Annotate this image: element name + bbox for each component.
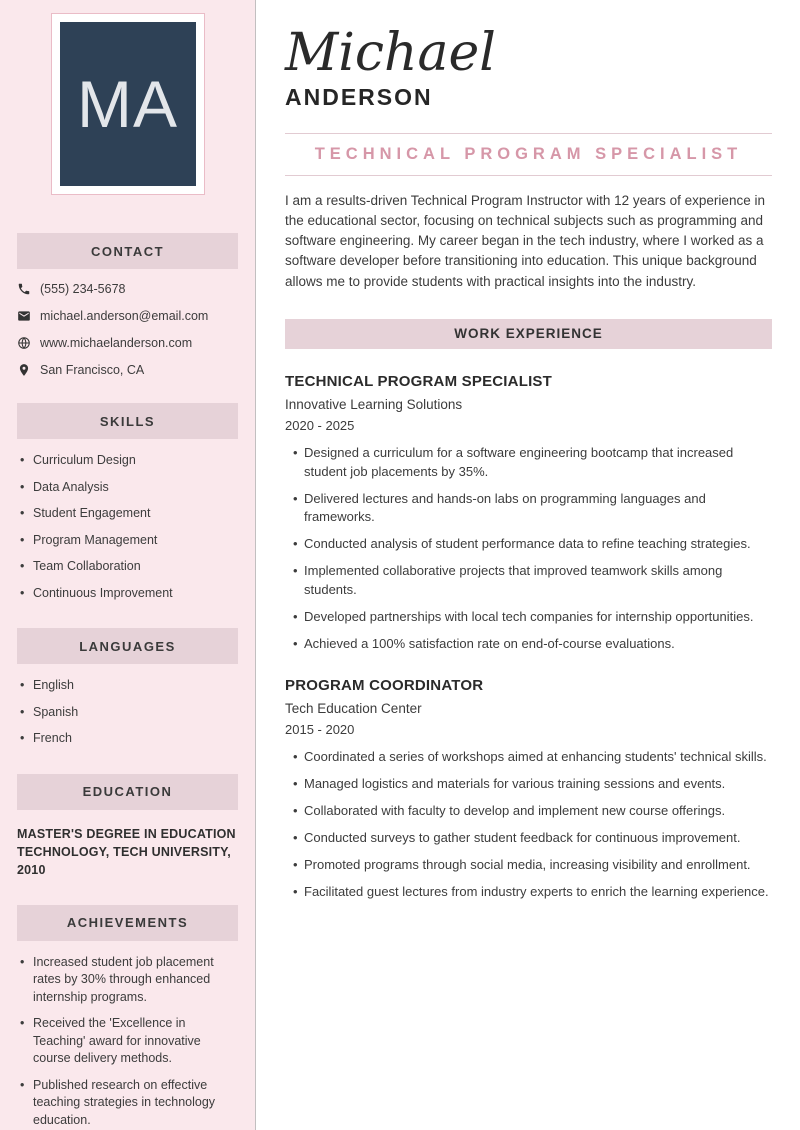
skill-item: • Program Management xyxy=(20,532,238,550)
email-icon xyxy=(17,309,31,323)
job-bullet: • Facilitated guest lectures from industry experts to enrich the learning experience. xyxy=(293,883,772,902)
location-icon xyxy=(17,363,31,377)
contact-section-header: CONTACT xyxy=(17,233,238,269)
job-bullet: • Designed a curriculum for a software engineering bootcamp that increased student job placements by 35%. xyxy=(293,444,772,482)
job-dates: 2020 - 2025 xyxy=(285,417,355,433)
job-bullet-list xyxy=(285,444,772,654)
job-title-band xyxy=(285,133,772,176)
last-name: ANDERSON xyxy=(285,83,433,110)
first-name: Michael xyxy=(285,23,496,83)
language-item: • Spanish xyxy=(20,704,238,722)
skills-list xyxy=(17,452,238,602)
language-item: • English xyxy=(20,677,238,695)
job-dates: 2015 - 2020 xyxy=(285,722,355,738)
job-bullet: • Promoted programs through social media, increasing visibility and enrollment. xyxy=(293,856,772,875)
achievements-section xyxy=(17,905,238,1130)
education-degree-text: MASTER'S DEGREE IN EDUCATION TECHNOLOGY, TECH UNIVERSITY, 2010 xyxy=(17,826,236,877)
contact-location-row xyxy=(17,363,238,377)
skills-section-header: SKILLS xyxy=(17,403,238,439)
work-experience-header: WORK EXPERIENCE xyxy=(285,319,772,349)
job-title: TECHNICAL PROGRAM SPECIALIST xyxy=(314,144,743,163)
avatar xyxy=(51,13,205,195)
job-bullet: • Implemented collaborative projects that improved teamwork skills among students. xyxy=(293,562,772,600)
achievement-item: • Increased student job placement rates by 30% through enhanced internship programs. xyxy=(20,954,238,1007)
job-bullet: • Coordinated a series of workshops aimed at enhancing students' technical skills. xyxy=(293,748,772,767)
main-content xyxy=(256,0,800,1130)
skills-section xyxy=(17,403,238,602)
job-company: Innovative Learning Solutions xyxy=(285,396,463,412)
job-role: PROGRAM COORDINATOR xyxy=(285,677,484,695)
sidebar xyxy=(0,0,256,1130)
job-bullet: • Collaborated with faculty to develop and implement new course offerings. xyxy=(293,802,772,821)
language-item: • French xyxy=(20,730,238,748)
job-entry-1 xyxy=(285,373,772,654)
contact-location-text: San Francisco, CA xyxy=(40,363,145,377)
job-bullet: • Achieved a 100% satisfaction rate on end-of-course evaluations. xyxy=(293,635,772,654)
job-bullet: • Delivered lectures and hands-on labs on programming languages and frameworks. xyxy=(293,490,772,528)
job-bullet: • Managed logistics and materials for various training sessions and events. xyxy=(293,775,772,794)
job-company: Tech Education Center xyxy=(285,701,422,717)
skill-item: • Team Collaboration xyxy=(20,558,238,576)
languages-section xyxy=(17,628,238,748)
languages-section-header: LANGUAGES xyxy=(17,628,238,664)
contact-website-row xyxy=(17,336,238,350)
skill-item: • Curriculum Design xyxy=(20,452,238,470)
contact-phone-row xyxy=(17,282,238,296)
job-bullet: • Conducted surveys to gather student feedback for continuous improvement. xyxy=(293,829,772,848)
job-role: TECHNICAL PROGRAM SPECIALIST xyxy=(285,372,553,390)
avatar-initials: MA xyxy=(77,67,178,141)
achievement-item: • Received the 'Excellence in Teaching' award for innovative course delivery methods. xyxy=(20,1015,238,1068)
skill-item: • Data Analysis xyxy=(20,479,238,497)
skill-item: • Continuous Improvement xyxy=(20,585,238,603)
contact-email-row xyxy=(17,309,238,323)
job-bullet: • Conducted analysis of student performance data to refine teaching strategies. xyxy=(293,535,772,554)
achievements-section-header: ACHIEVEMENTS xyxy=(17,905,238,941)
phone-icon xyxy=(17,282,31,296)
contact-email-text: michael.anderson@email.com xyxy=(40,309,209,323)
globe-icon xyxy=(17,336,31,350)
summary-paragraph: I am a results-driven Technical Program Instructor with 12 years of experience in the educational sector, focusing on technical subjects such as programming and software engineering. My career began in the tech industry, where I worked as a software developer before transitioning into education. This unique background allows me to provide students with practical insights into the industry. xyxy=(285,192,765,289)
contact-section xyxy=(17,233,238,377)
education-section xyxy=(17,774,238,879)
skill-item: • Student Engagement xyxy=(20,505,238,523)
job-entry-2 xyxy=(285,677,772,901)
languages-list xyxy=(17,677,238,748)
achievement-item: • Published research on effective teaching strategies in technology education. xyxy=(20,1077,238,1130)
contact-phone-text: (555) 234-5678 xyxy=(40,282,126,296)
achievements-list xyxy=(17,954,238,1130)
job-bullet: • Developed partnerships with local tech companies for internship opportunities. xyxy=(293,608,772,627)
job-bullet-list xyxy=(285,748,772,901)
avatar-box xyxy=(60,22,196,186)
contact-website-text: www.michaelanderson.com xyxy=(40,336,193,350)
education-section-header: EDUCATION xyxy=(17,774,238,810)
